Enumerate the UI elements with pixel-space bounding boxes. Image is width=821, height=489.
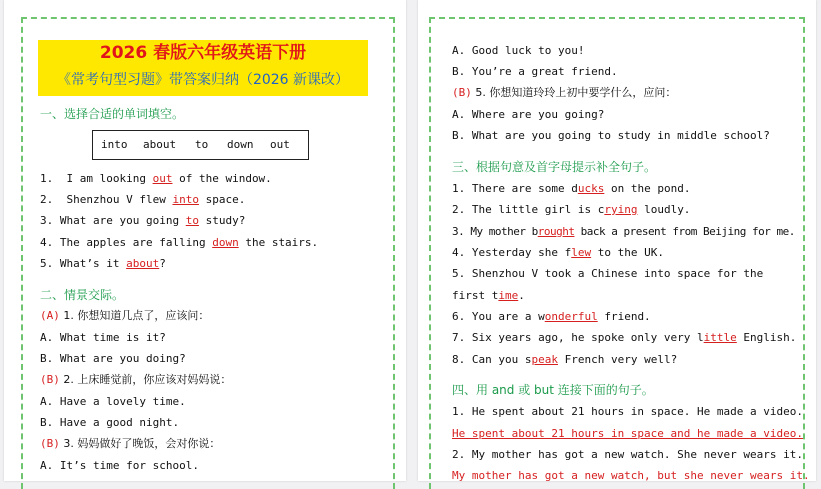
option: B. What are you going to study in middle school? — [452, 129, 770, 142]
section-3-title: 三、根据句意及首字母提示补全句子。 — [452, 160, 657, 174]
section-1-title: 一、选择合适的单词填空。 — [40, 107, 185, 121]
section-4-title: 四、用 and 或 but 连接下面的句子。 — [452, 383, 654, 397]
word-option: out — [270, 138, 290, 151]
combine-answer: He spent about 21 hours in space and he made a video. — [452, 427, 803, 440]
fill-item: 4. The apples are falling down the stairs. — [40, 236, 319, 249]
combine-question: 1. He spent about 21 hours in space. He made a video. — [452, 405, 803, 418]
word-option: down — [227, 138, 254, 151]
fill-item: 5. What’s it about? — [40, 257, 166, 270]
page-title: 2026 春版六年级英语下册 — [99, 43, 307, 63]
complete-item: 8. Can you speak French very well? — [452, 353, 678, 366]
combine-question: 2. My mother has got a new watch. She never wears it. — [452, 448, 803, 461]
dialogue-question: (B) 3. 妈妈做好了晚饭，会对你说： — [40, 437, 221, 450]
option: B. You’re a great friend. — [452, 65, 618, 78]
option: B. What are you doing? — [40, 352, 186, 365]
word-box — [92, 130, 309, 160]
dialogue-question: (B) 2. 上床睡觉前，你应该对妈妈说： — [40, 373, 232, 386]
section-2-title: 二、情景交际。 — [40, 288, 125, 302]
option: A. It’s time for school. — [40, 459, 199, 472]
fill-item: 2. Shenzhou V flew into space. — [40, 193, 246, 206]
complete-item: 4. Yesterday she flew to the UK. — [452, 246, 664, 259]
word-option: into — [101, 138, 128, 151]
dialogue-question: (A) 1. 你想知道几点了，应该问： — [40, 309, 210, 322]
left-page — [4, 0, 406, 481]
complete-item: 2. The little girl is crying loudly. — [452, 203, 691, 216]
fill-item: 1. I am looking out of the window. — [40, 172, 272, 185]
complete-item: first time. — [452, 289, 525, 302]
option: A. Have a lovely time. — [40, 395, 186, 408]
word-option: about — [143, 138, 177, 151]
fill-item: 3. What are you going to study? — [40, 214, 246, 227]
complete-item: 7. Six years ago, he spoke only very little English. — [452, 331, 797, 344]
right-page — [418, 0, 816, 481]
page-subtitle: 《常考句型习题》带答案归纳（2026 新课改） — [56, 72, 350, 88]
word-option: to — [195, 138, 209, 151]
option: A. Good luck to you! — [452, 44, 585, 57]
option: B. Have a good night. — [40, 416, 180, 429]
dialogue-question: (B) 5. 你想知道玲玲上初中要学什么，应问： — [452, 86, 677, 99]
option: A. What time is it? — [40, 331, 166, 344]
complete-item: 6. You are a wonderful friend. — [452, 310, 651, 323]
combine-answer: My mother has got a new watch, but she never wears it. — [452, 469, 810, 482]
complete-item: 1. There are some ducks on the pond. — [452, 182, 691, 195]
complete-item: 5. Shenzhou V took a Chinese into space for the — [452, 267, 764, 280]
option: A. Where are you going? — [452, 108, 605, 121]
complete-item: 3. My mother brought back a present from Beijing for me. — [452, 225, 795, 238]
